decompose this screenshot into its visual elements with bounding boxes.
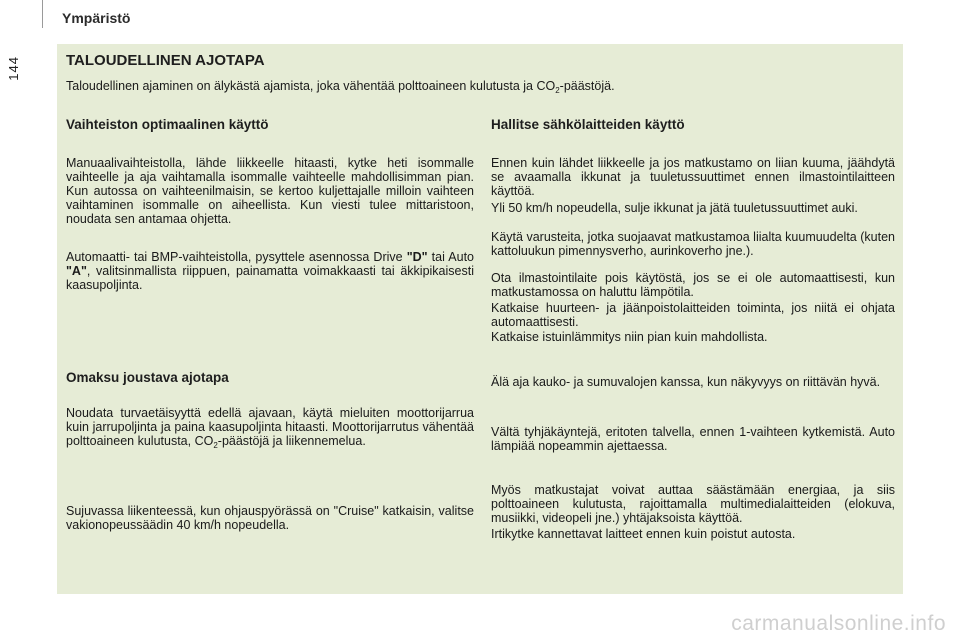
right-paragraph-lights: Älä aja kauko- ja sumuvalojen kanssa, kun näkyvyys on riittävän hyvä.: [491, 375, 881, 389]
right-paragraph-cooling: Ennen kuin lähdet liikkeelle ja jos matkustamo on liian kuuma, jäähdytä se avaamalla ikkunat ja tuuletussuuttimet ennen ilmastointilaitteen käyttöä.: [491, 156, 895, 198]
left-heading-driving-style: Omaksu joustava ajotapa: [66, 370, 229, 385]
page-number: 144: [6, 56, 21, 81]
left-paragraph-distance: Noudata turvaetäisyyttä edellä ajavaan, käytä mieluiten moottorijarrua kuin jarrupoljinta ja paina kaasupoljinta hitaasti. Moottorijarrutus vähentää polttoaineen kulutusta, $CO_2$-päästöjä ja liikennemelua.: [66, 406, 474, 450]
right-paragraph-idling: Vältä tyhjäkäyntejä, eritoten talvella, ennen 1-vaihteen kytkemistä. Auto lämpiää nopeammin ajettaessa.: [491, 425, 895, 453]
watermark: carmanualsonline.info: [731, 612, 946, 635]
section-title: Ympäristö: [62, 10, 131, 26]
right-paragraph-windows: Yli 50 km/h nopeudella, sulje ikkunat ja jätä tuuletussuuttimet auki.: [491, 201, 858, 215]
right-paragraph-passengers: Myös matkustajat voivat auttaa säästämään energiaa, ja siis polttoaineen kulutusta, rajoittamalla multimedialaitteiden (elokuva, musiikki, videopeli jne.) yhtäjaksoista käyttöä.: [491, 483, 895, 525]
header-rule: [42, 0, 43, 28]
left-heading-gearbox: Vaihteiston optimaalinen käyttö: [66, 117, 269, 132]
intro-text: Taloudellinen ajaminen on älykästä ajamista, joka vähentää polttoaineen kulutusta ja $CO_2$-päästöjä.: [66, 79, 615, 95]
left-paragraph-cruise: Sujuvassa liikenteessä, kun ohjauspyörässä on "Cruise" katkaisin, valitse vakionopeussäädin 40 km/h nopeudella.: [66, 504, 474, 532]
right-paragraph-defrost: Katkaise huurteen- ja jäänpoistolaitteiden toiminta, jos niitä ei ohjata automaattisesti.: [491, 301, 895, 329]
left-paragraph-manual: Manuaalivaihteistolla, lähde liikkeelle hitaasti, kytke heti isommalle vaihteelle ja aja vaihtamalla isommalle vaihteelle mahdollisimman pian. Kun autossa on vaihteenilmaisin, se kertoo kuljettajalle milloin vaihteen vaihtaminen isommalle on aiheellista. Kun viesti tulee mittaristoon, noudata sen antamaa ohjetta.: [66, 156, 474, 226]
right-paragraph-shades: Käytä varusteita, jotka suojaavat matkustamoa liialta kuumuudelta (kuten kattoluukun pimennysverho, aurinkoverho jne.).: [491, 230, 895, 258]
right-paragraph-unplug: Irtikytke kannettavat laitteet ennen kuin poistut autosta.: [491, 527, 796, 541]
right-heading-electrical: Hallitse sähkölaitteiden käyttö: [491, 117, 685, 132]
main-heading: TALOUDELLINEN AJOTAPA: [66, 52, 265, 69]
left-paragraph-automatic: Automaatti- tai BMP-vaihteistolla, pysyttele asennossa Drive "D" tai Auto "A", valitsinmallista riippuen, painamatta voimakkaasti tai äkkipikaisesti kaasupoljinta.: [66, 250, 474, 292]
right-paragraph-seat-heating: Katkaise istuinlämmitys niin pian kuin mahdollista.: [491, 330, 768, 344]
right-paragraph-aircon: Ota ilmastointilaite pois käytöstä, jos se ei ole automaattisesti, kun matkustamossa on haluttu lämpötila.: [491, 271, 895, 299]
